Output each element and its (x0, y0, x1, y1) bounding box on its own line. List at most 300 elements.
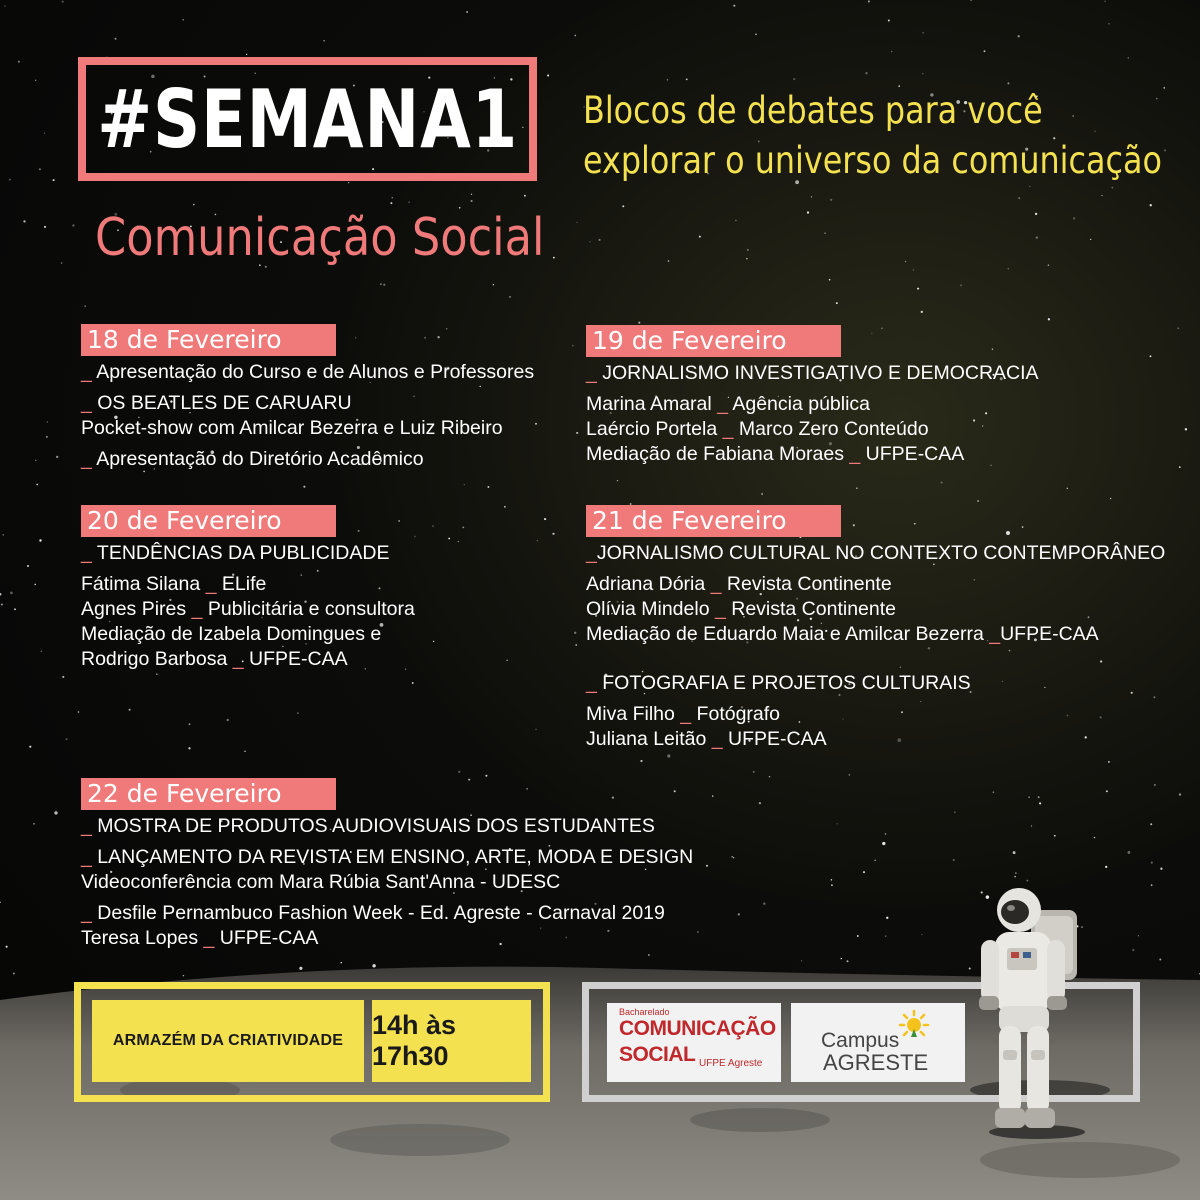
star (885, 935, 886, 936)
event-line (81, 391, 534, 416)
star (297, 712, 299, 714)
star (23, 220, 25, 222)
star (831, 884, 833, 886)
event-text: Videoconferência com Mara Rúbia Sant'Anna - UDESC (81, 871, 561, 893)
star (193, 204, 195, 206)
underscore-marker: _ (849, 443, 861, 465)
star (53, 179, 55, 181)
event-line (81, 572, 415, 597)
star (509, 296, 511, 298)
event-line (586, 541, 1165, 566)
star (1031, 825, 1032, 826)
star (1160, 868, 1162, 870)
star (572, 345, 574, 347)
sun-icon (895, 1009, 933, 1043)
event-line (586, 442, 1039, 467)
star (0, 902, 1, 903)
star (1177, 327, 1179, 329)
star (891, 51, 893, 53)
star (348, 182, 349, 183)
underscore-marker: _ (232, 648, 244, 670)
underscore-marker: _ (680, 703, 692, 725)
star (35, 460, 36, 461)
event-list (81, 814, 693, 951)
star (738, 913, 740, 915)
star (1156, 98, 1158, 100)
star (1150, 355, 1152, 357)
underscore-marker: _ (710, 573, 722, 595)
underscore-marker: _ (81, 361, 97, 383)
star (0, 593, 1, 595)
star (553, 257, 555, 259)
underscore-marker: _ (717, 393, 728, 415)
event-line (81, 901, 693, 926)
event-line (586, 597, 1165, 622)
star (65, 738, 67, 740)
star (78, 711, 80, 713)
star (36, 484, 38, 486)
star (56, 456, 58, 458)
star (323, 40, 325, 42)
star (54, 811, 57, 814)
star (1151, 884, 1153, 886)
underscore-marker: _ (81, 815, 98, 837)
campus-agreste-logo (791, 1003, 965, 1082)
event-text: Marco Zero Conteúdo (733, 418, 929, 440)
star (857, 935, 859, 937)
star (40, 650, 42, 652)
star (47, 421, 48, 422)
event-line (586, 671, 1165, 696)
star (638, 322, 640, 324)
star (537, 540, 538, 541)
underscore-marker: _ (203, 927, 215, 949)
page-title: #SEMANA1 (97, 72, 518, 166)
underscore-marker: _ (714, 598, 726, 620)
star (970, 0, 972, 1)
date-label: 22 de Fevereiro (81, 778, 336, 810)
event-text: ELife (216, 573, 267, 595)
star (1128, 57, 1129, 58)
star (44, 133, 45, 134)
comunicacao-social-logo (607, 1003, 781, 1082)
star (1104, 0, 1106, 2)
event-text: Rodrigo Barbosa (81, 648, 233, 670)
event-text: UFPE-CAA (243, 648, 348, 670)
underscore-marker: _ (711, 728, 723, 750)
star (977, 500, 979, 502)
star (953, 859, 955, 861)
tagline (583, 86, 1162, 186)
date-label: 18 de Fevereiro (81, 324, 336, 356)
event-line (81, 541, 415, 566)
event-line (81, 360, 534, 385)
star (380, 283, 382, 285)
star (1101, 195, 1102, 196)
star (960, 284, 962, 286)
star (746, 258, 748, 260)
event-text: JORNALISMO INVESTIGATIVO E DEMOCRACIA (602, 362, 1039, 384)
star (458, 541, 460, 543)
event-line (81, 814, 693, 839)
event-list (586, 541, 1165, 752)
star (807, 211, 809, 213)
star (1015, 872, 1017, 874)
star (922, 73, 924, 75)
star (114, 38, 116, 40)
event-list (586, 361, 1039, 467)
star (72, 224, 74, 226)
star (1110, 498, 1111, 499)
event-line (586, 417, 1039, 442)
star (3, 534, 4, 535)
event-line (586, 361, 1039, 386)
star (1048, 264, 1050, 266)
underscore-marker: _ (81, 542, 97, 564)
star (865, 72, 867, 74)
event-text: OS BEATLES DE CARUARU (97, 392, 352, 414)
star (535, 729, 537, 731)
star (856, 488, 857, 489)
star (246, 54, 247, 55)
page-subtitle: Comunicação Social (95, 208, 545, 268)
date-label: 19 de Fevereiro (586, 325, 841, 357)
event-line (81, 597, 415, 622)
star (921, 311, 923, 313)
star (464, 484, 465, 485)
underscore-marker: _ (586, 672, 603, 694)
star (984, 50, 986, 52)
event-text: UFPE-CAA (214, 927, 319, 949)
star (471, 200, 473, 202)
star (1039, 802, 1041, 804)
event-line (81, 647, 415, 672)
star (1029, 186, 1030, 187)
star (34, 584, 36, 586)
star (227, 719, 229, 721)
star (811, 196, 812, 197)
day-block-20 (81, 505, 415, 672)
underscore-marker: _ (81, 902, 98, 924)
star (1028, 796, 1030, 798)
star (448, 538, 450, 540)
star (493, 284, 494, 285)
star (61, 262, 63, 264)
day-block-19 (586, 325, 1039, 467)
star (62, 676, 64, 678)
event-text: JORNALISMO CULTURAL NO CONTEXTO CONTEMPORÂNEO (596, 542, 1166, 564)
event-text: FOTOGRAFIA E PROJETOS CULTURAIS (602, 672, 971, 694)
star (412, 682, 414, 684)
star (706, 865, 708, 867)
event-line (586, 702, 1165, 727)
event-text: UFPE-CAA (722, 728, 827, 750)
event-text: Olívia Mindelo (586, 598, 715, 620)
star (1108, 761, 1110, 763)
star (993, 791, 995, 793)
star (1179, 793, 1181, 795)
date-label: 21 de Fevereiro (586, 505, 841, 537)
event-text: Publicitária e consultora (202, 598, 415, 620)
star (667, 79, 669, 81)
star (697, 931, 698, 932)
event-line (586, 392, 1039, 417)
star (769, 776, 770, 777)
day-block-22 (81, 778, 693, 951)
underscore-marker: _ (989, 623, 1001, 645)
star (830, 199, 832, 201)
star (882, 842, 885, 845)
star (921, 934, 922, 935)
star (432, 525, 434, 527)
star (188, 747, 190, 749)
event-text: Adriana Dória (586, 573, 711, 595)
star (46, 436, 48, 438)
underscore-marker: _ (722, 418, 734, 440)
tagline-line-2: explorar o universo da comunicação (583, 139, 1162, 182)
star (39, 168, 41, 170)
underscore-marker: _ (586, 362, 603, 384)
event-text: Agnes Pires (81, 598, 192, 620)
star (874, 860, 876, 862)
event-list (81, 360, 534, 472)
star (954, 811, 955, 812)
star (836, 823, 837, 824)
star (686, 79, 688, 81)
star (1179, 466, 1181, 468)
event-text: TENDÊNCIAS DA PUBLICIDADE (96, 542, 390, 564)
star (668, 260, 670, 262)
astronaut-illustration (975, 880, 1095, 1140)
star (824, 233, 825, 234)
star (905, 261, 907, 263)
star (733, 5, 735, 7)
underscore-marker: _ (81, 392, 98, 414)
star (1018, 197, 1020, 199)
star (886, 917, 888, 919)
star (759, 802, 761, 804)
star (574, 35, 576, 37)
star (1, 603, 3, 605)
star (433, 641, 435, 643)
star (622, 205, 624, 207)
star (863, 871, 865, 873)
star (4, 5, 5, 6)
logo-line-2: SOCIAL (619, 1043, 696, 1066)
star (1008, 268, 1009, 269)
tagline-line-1: Blocos de debates para você (583, 89, 1043, 132)
star (1054, 835, 1056, 837)
star (922, 32, 923, 33)
star (383, 284, 385, 286)
day-block-18 (81, 324, 534, 472)
event-text: Marina Amaral (586, 393, 718, 415)
event-text: Laércio Portela (586, 418, 723, 440)
logo-line-1: COMUNICAÇÃO (619, 1017, 776, 1040)
star (1048, 318, 1050, 320)
star (485, 775, 487, 777)
event-line (586, 727, 1165, 752)
event-text: Apresentação do Curso e de Alunos e Professores (96, 361, 535, 383)
star (462, 526, 464, 528)
star (574, 632, 576, 634)
event-text: Desfile Pernambuco Fashion Week - Ed. Agreste - Carnaval 2019 (97, 902, 665, 924)
event-line (586, 572, 1165, 597)
star (189, 723, 191, 725)
star (735, 220, 737, 222)
star (471, 194, 472, 195)
star (390, 202, 392, 204)
star (524, 195, 526, 197)
event-text: Fotógrafo (691, 703, 781, 725)
event-line (81, 870, 693, 895)
star (1073, 217, 1075, 219)
event-text: Pocket-show com Amilcar Bezerra e Luiz Ribeiro (81, 417, 503, 439)
logo-small-text: Bacharelado (619, 1007, 670, 1017)
star (39, 539, 41, 541)
logo-line-1: Campus (821, 1029, 900, 1052)
star (888, 20, 890, 22)
star (599, 239, 601, 241)
star (303, 486, 305, 488)
star (731, 856, 733, 858)
day-block-21 (586, 505, 1165, 752)
star (1067, 488, 1068, 489)
star (747, 249, 749, 251)
star (941, 481, 943, 483)
star (755, 34, 756, 35)
star (1036, 236, 1038, 238)
star (1150, 204, 1152, 206)
underscore-marker: _ (81, 846, 98, 868)
star (1014, 876, 1016, 878)
star (1138, 935, 1139, 936)
star (831, 879, 832, 880)
star (1108, 23, 1110, 25)
star (885, 833, 887, 835)
event-line (81, 926, 693, 951)
event-text: Mediação de Izabela Domingues e (81, 623, 382, 645)
star (33, 823, 34, 824)
event-text: Agência pública (728, 393, 871, 415)
star (487, 486, 489, 488)
star (589, 241, 591, 243)
star (753, 771, 755, 773)
star (1038, 796, 1040, 798)
star (1035, 213, 1037, 215)
star (129, 709, 131, 711)
event-text: LANÇAMENTO DA REVISTA EM ENSINO, ARTE, MODA E DESIGN (97, 846, 694, 868)
star (849, 774, 850, 775)
star (9, 179, 11, 181)
star (504, 506, 506, 508)
star (44, 226, 46, 228)
underscore-marker: _ (191, 598, 203, 620)
event-text: Revista Continente (721, 573, 892, 595)
star (544, 518, 546, 520)
star (1007, 82, 1009, 84)
star (18, 61, 20, 63)
star (1105, 866, 1107, 868)
event-text: Mediação de Fabiana Moraes (586, 443, 850, 465)
star (868, 0, 870, 2)
star (1106, 790, 1108, 792)
star (667, 754, 670, 757)
star (458, 771, 460, 773)
star (1151, 862, 1153, 864)
star (917, 288, 919, 290)
star (1150, 823, 1152, 825)
star (61, 0, 63, 2)
title-frame (78, 57, 537, 181)
star (1018, 35, 1020, 37)
logo-sub-text: UFPE Agreste (699, 1058, 763, 1069)
event-text: Apresentação do Diretório Acadêmico (96, 448, 424, 470)
underscore-marker: _ (586, 542, 597, 564)
star (733, 857, 734, 858)
star (793, 78, 795, 80)
star (552, 533, 554, 535)
star (576, 432, 578, 434)
event-text: Teresa Lopes (81, 927, 204, 949)
star (1094, 837, 1096, 839)
star (1127, 851, 1130, 854)
star (35, 80, 36, 81)
time-label: 14h às 17h30 (372, 1000, 531, 1082)
event-text: UFPE-CAA (860, 443, 965, 465)
event-line (81, 845, 693, 870)
star (575, 644, 577, 646)
star (913, 269, 915, 271)
star (699, 236, 701, 238)
event-line (586, 622, 1165, 647)
event-line (81, 622, 415, 647)
star (1185, 428, 1187, 430)
logo-line-2: AGRESTE (823, 1050, 929, 1075)
event-line (81, 447, 534, 472)
star (466, 11, 468, 13)
star (1164, 149, 1166, 151)
star (408, 202, 409, 203)
star (244, 751, 245, 752)
star (640, 760, 642, 762)
star (1154, 784, 1156, 786)
event-text: Juliana Leitão (586, 728, 712, 750)
event-list (81, 541, 415, 672)
event-text: Fátima Silana (81, 573, 206, 595)
star (763, 903, 765, 905)
underscore-marker: _ (205, 573, 217, 595)
event-line (81, 416, 534, 441)
star (617, 480, 618, 481)
star (27, 565, 29, 567)
star (829, 279, 831, 281)
star (712, 795, 713, 796)
star (392, 197, 393, 198)
event-text: Miva Filho (586, 703, 681, 725)
star (182, 19, 184, 21)
star (535, 423, 537, 425)
star (576, 222, 577, 223)
event-text: UFPE-CAA (1000, 623, 1099, 645)
star (547, 75, 549, 77)
star (1163, 87, 1165, 89)
date-label: 20 de Fevereiro (81, 505, 336, 537)
event-text: Revista Continente (725, 598, 897, 620)
event-text: Mediação de Eduardo Maia e Amilcar Bezerra (586, 623, 990, 645)
star (29, 746, 31, 748)
star (1013, 851, 1016, 854)
